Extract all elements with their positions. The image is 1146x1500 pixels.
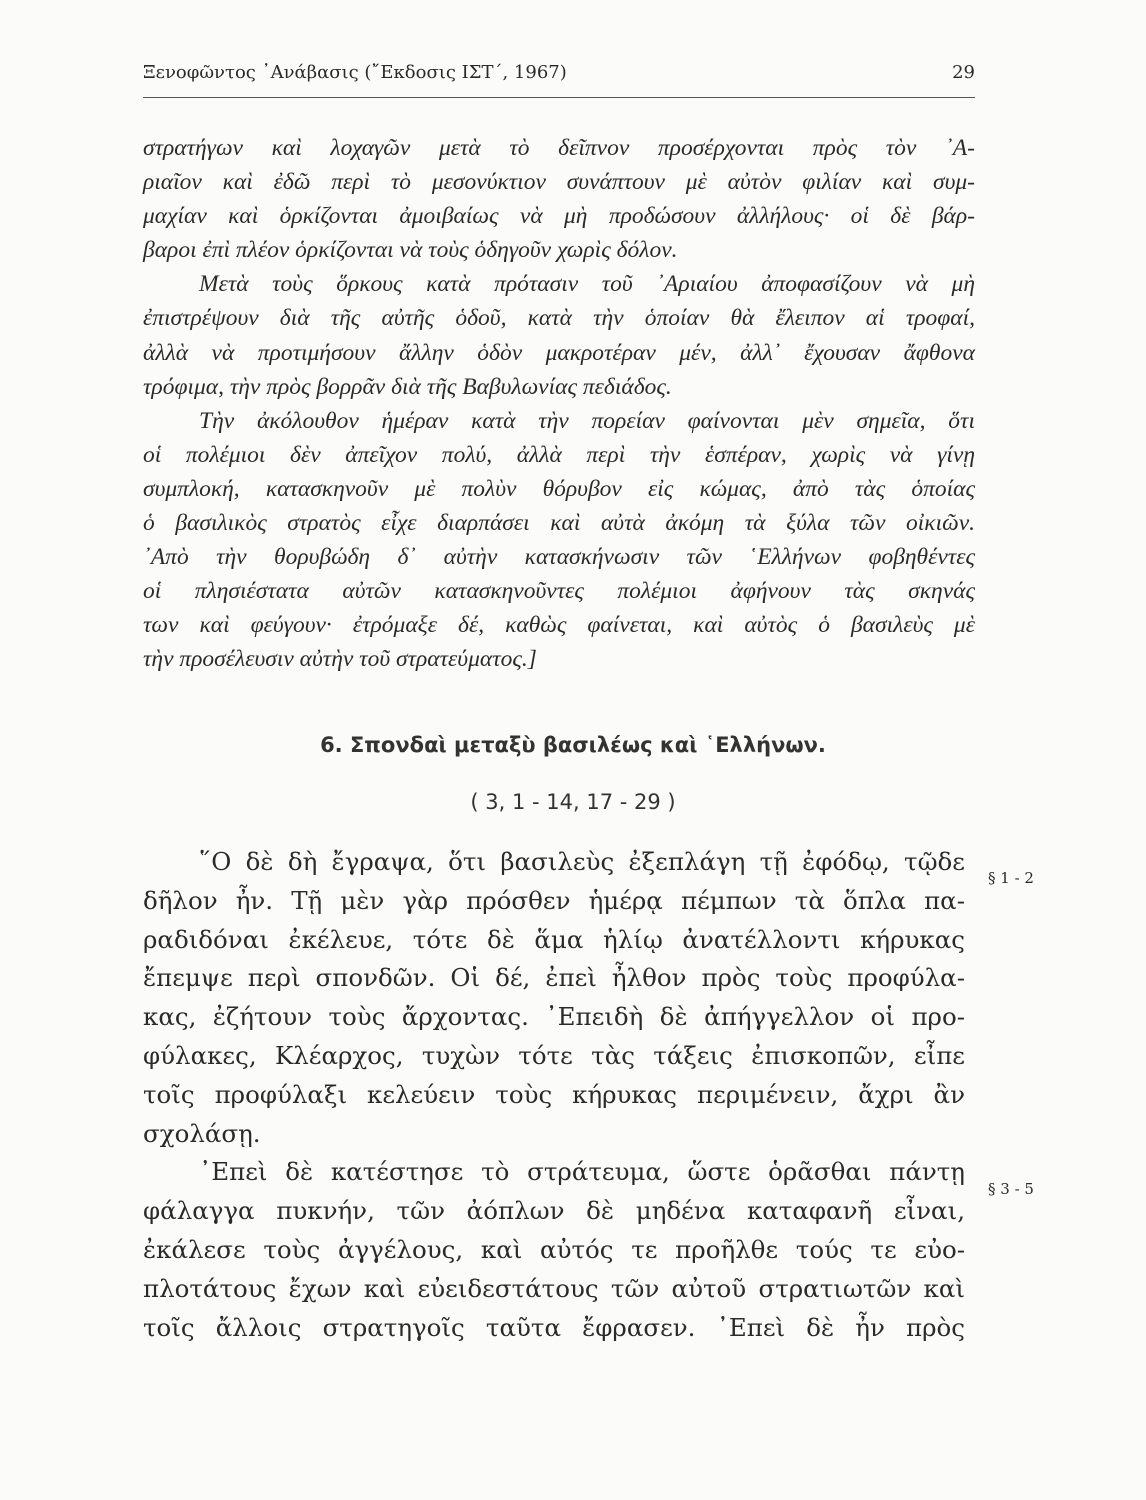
text-line: τρόφιμα, τὴν πρὸς βορρᾶν διὰ τῆς Βαβυλωνίας πεδιάδος. [143,373,672,400]
text-line: τοῖς προφύλαξι κελεύειν τοὺς κήρυκας περιμένειν, ἄχρι ἂν [143,1079,965,1109]
text-line: δῆλον ἦν. Τῇ μὲν γὰρ πρόσθεν ἡμέρᾳ πέμπων τὰ ὅπλα πα- [143,885,965,915]
text-line: τὴν προσέλευσιν αὐτὴν τοῦ στρατεύματος.] [143,646,537,673]
text-line: Τὴν ἀκόλουθον ἡμέραν κατὰ τὴν πορείαν φαίνονται μὲν σημεῖα, ὅτι [199,407,975,434]
text-line: των καὶ φεύγουν· ἐτρόμαξε δέ, καθὼς φαίνεται, καὶ αὐτὸς ὁ βασιλεὺς μὲ [143,612,975,639]
text-line: συμπλοκή, κατασκηνοῦν μὲ πολὺν θόρυβον εἰς κώμας, ἀπὸ τὰς ὁποίας [143,475,975,502]
text-line: βαροι ἐπὶ πλέον ὁρκίζονται νὰ τοὺς ὁδηγοῦν χωρὶς δόλον. [143,237,678,264]
greek-text [143,843,965,1347]
text-line: ἐπιστρέψουν διὰ τῆς αὐτῆς ὁδοῦ, κατὰ τὴν ὁποίαν θὰ ἔλειπον αἱ τροφαί, [143,305,975,332]
text-line: Μετὰ τοὺς ὅρκους κατὰ πρότασιν τοῦ ᾿Αριαίου ἀποφασίζουν νὰ μὴ [199,271,975,298]
summary-paragraph [143,267,975,403]
text-line: οἱ πλησιέστατα αὐτῶν κατασκηνοῦντες πολέμιοι ἀφήνουν τὰς σκηνάς [143,578,975,605]
text-line: πλοτάτους ἔχων καὶ εὐειδεστάτους τῶν αὐτοῦ στρατιωτῶν καὶ [143,1273,965,1303]
running-header [143,62,975,88]
text-line: κας, ἐζήτουν τοὺς ἄρχοντας. ᾿Επειδὴ δὲ ἀπήγγελλον οἱ προ- [143,1002,965,1032]
header-rule [143,97,975,98]
text-line: σχολάσῃ. [143,1118,261,1148]
page-number: 29 [952,62,975,83]
margin-note: § 3 - 5 [988,1180,1034,1198]
section-reference: ( 3, 1 - 14, 17 - 29 ) [470,790,676,814]
text-line: μαχίαν καὶ ὁρκίζονται ἀμοιβαίως νὰ μὴ προδώσουν ἀλλήλους· οἱ δὲ βάρ- [143,203,975,230]
text-line: ἀλλὰ νὰ προτιμήσουν ἄλλην ὁδὸν μακροτέραν μέν, ἀλλ᾿ ἔχουσαν ἄφθονα [143,339,975,366]
text-line: φύλακες, Κλέαρχος, τυχὼν τότε τὰς τάξεις ἐπισκοπῶν, εἶπε [143,1040,965,1070]
margin-note: § 1 - 2 [988,869,1034,887]
text-line: ᾿Επεὶ δὲ κατέστησε τὸ στράτευμα, ὥστε ὁρᾶσθαι πάντῃ [199,1157,965,1187]
italic-summary [143,131,975,677]
text-line: ριαῖον καὶ ἐδῶ περὶ τὸ μεσονύκτιον συνάπτουν μὲ αὐτὸν φιλίαν καὶ συμ- [143,169,975,196]
text-line: στρατήγων καὶ λοχαγῶν μετὰ τὸ δεῖπνον προσέρχονται πρὸς τὸν ᾿Α- [143,135,975,161]
text-line: ῞Ο δὲ δὴ ἔγραψα, ὅτι βασιλεὺς ἐξεπλάγη τῇ ἐφόδῳ, τῷδε [199,847,965,876]
text-line: ραδιδόναι ἐκέλευε, τότε δὲ ἅμα ἡλίῳ ἀνατέλλοντι κήρυκας [143,924,965,954]
summary-paragraph [143,131,975,267]
text-line: ὁ βασιλικὸς στρατὸς εἶχε διαρπάσει καὶ αὐτὰ ἀκόμη τὰ ξύλα τῶν οἰκιῶν. [143,510,975,537]
section-heading: 6. Σπονδαὶ μεταξὺ βασιλέως καὶ ῾Ελλήνων. [320,733,826,757]
running-title: Ξενοφῶντος ᾿Ανάβασις (῎Εκδοσις ΙΣΤ΄, 1967) [143,62,567,83]
text-line: ᾿Απὸ τὴν θορυβώδη δ᾿ αὐτὴν κατασκήνωσιν τῶν ῾Ελλήνων φοβηθέντες [143,544,975,571]
summary-paragraph [143,404,975,677]
text-line: ἔπεμψε περὶ σπονδῶν. Οἱ δέ, ἐπεὶ ἦλθον πρὸς τοὺς προφύλα- [143,963,965,993]
text-line: οἱ πολέμιοι δὲν ἀπεῖχον πολύ, ἀλλὰ περὶ τὴν ἑσπέραν, χωρὶς νὰ γίνῃ [143,441,975,468]
text-paragraph [143,843,965,1153]
text-line: τοῖς ἄλλοις στρατηγοῖς ταῦτα ἔφρασεν. ᾿Επεὶ δὲ ἦν πρὸς [143,1312,965,1342]
text-line: ἐκάλεσε τοὺς ἀγγέλους, καὶ αὐτός τε προῆλθε τούς τε εὐο- [143,1234,965,1264]
text-line: φάλαγγα πυκνήν, τῶν ἀόπλων δὲ μηδένα καταφανῆ εἶναι, [143,1196,965,1226]
text-paragraph [143,1153,965,1347]
